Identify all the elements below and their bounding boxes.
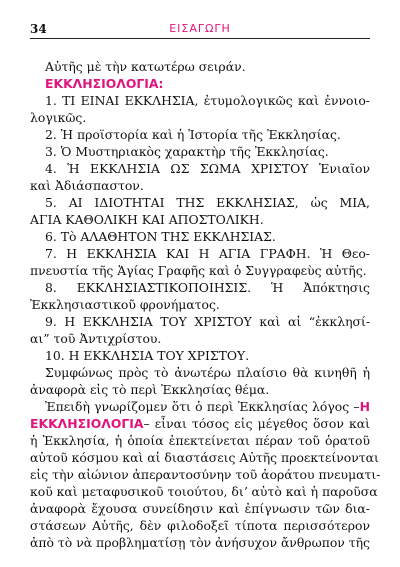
paragraph-line: ἡ Ἐκκλησία, ἡ ὁποία ἐπεκτείνεται πέραν τοῦ ὁρατοῦ — [30, 433, 370, 448]
list-item: 3. Ὁ Μυστηριακὸς χαρακτὴρ τῆς Ἐκκλησίας. — [45, 144, 329, 159]
section-heading: ΕΚΚΛΗΣΙΟΛΟΓΙΑ: — [45, 76, 164, 91]
list-item: 4. Ἡ ΕΚΚΛΗΣΙΑ ΩΣ ΣΩΜΑ ΧΡΙΣΤΟΥ Ἑνιαῖον — [45, 161, 370, 176]
header-rule — [30, 38, 370, 39]
text-line: αι” τοῦ Ἀντιχρίστου. — [30, 331, 162, 346]
paragraph-line: ἀναφορὰ ἔχουσα συνείδησιν καὶ ἐπίγνωσιν τῶν δια- — [30, 501, 370, 516]
paragraph-line — [30, 415, 370, 432]
paragraph-line: ἀναφορὰ εἰς τὸ περὶ Ἐκκλησίας θέμα. — [30, 382, 270, 397]
inline-red-text: ΕΚΚΛΗΣΙΟΛΟΓΙΑ — [30, 416, 144, 431]
list-item: 7. Η ΕΚΚΛΗΣΙΑ ΚΑΙ Η ΑΓΙΑ ΓΡΑΦΗ. Ἡ Θεο- — [45, 246, 370, 261]
paragraph-line: στάσεων Αὐτῆς, δὲν φιλοδοξεῖ τίποτα περισσότερον — [30, 518, 370, 533]
inline-text: – εἶναι τόσος εἰς μέγεθος ὅσον καὶ — [143, 416, 370, 431]
text-line: ΑΓΙΑ ΚΑΘΟΛΙΚΗ ΚΑΙ ΑΠΟΣΤΟΛΙΚΗ. — [30, 212, 264, 227]
text-line: πνευστία τῆς Ἁγίας Γραφῆς καὶ ὁ Συγγραφεὺς αὐτῆς. — [30, 263, 367, 278]
text-line: Ἐκκλησιαστικοῦ φρονήματος. — [30, 297, 220, 312]
list-item: 9. Η ΕΚΚΛΗΣΙΑ ΤΟΥ ΧΡΙΣΤΟΥ καὶ αἱ “ἐκκλησί- — [45, 314, 370, 329]
paragraph-line — [30, 398, 370, 415]
paragraph-line: εἰς τὴν αἰώνιον ἀπεραντοσύνην τοῦ ἀοράτου πνευματι- — [30, 467, 381, 482]
list-item: 1. ΤΙ ΕΙΝΑΙ ΕΚΚΛΗΣΙΑ, ἐτυμολογικῶς καὶ ἐννοιο- — [45, 93, 370, 108]
paragraph-line: Συμφώνως πρὸς τὸ ἀνωτέρω πλαίσιο θὰ κινηθῆ ἡ — [45, 365, 370, 380]
text-line: καὶ Ἀδιάσπαστον. — [30, 178, 144, 193]
running-head: ΕΙΣΑΓΩΓΗ — [169, 22, 231, 35]
list-item: 5. ΑΙ ΙΔΙΟΤΗΤΑΙ ΤΗΣ ΕΚΚΛΗΣΙΑΣ, ὡς ΜΙΑ, — [45, 195, 370, 210]
paragraph-line: αὐτοῦ κόσμου καὶ αἱ διαστάσεις Αὐτῆς προεκτείνονται — [30, 450, 379, 465]
paragraph-line: ἀπὸ τὸ νὰ προβληματίσῃ τὸν ἀνήσυχον ἄνθρωπον τῆς — [30, 535, 370, 550]
page-number: 34 — [30, 22, 47, 36]
inline-red-text: Η — [359, 399, 370, 414]
list-item: 6. Τὸ ΑΛΑΘΗΤΟΝ ΤΗΣ ΕΚΚΛΗΣΙΑΣ. — [45, 229, 276, 244]
inline-text: Ἐπειδὴ γνωρίζομεν ὅτι ὁ περὶ Ἐκκλησίας λόγος – — [45, 399, 360, 414]
list-item: 2. Ἡ προϊστορία καὶ ἡ Ἱστορία τῆς Ἐκκλησίας. — [45, 127, 341, 142]
list-item: 8. ΕΚΚΛΗΣΙΑΣΤΙΚΟΠΟΙΗΣΙΣ. Ἡ Ἀπόκτησις — [45, 280, 370, 295]
page-header — [30, 22, 370, 38]
body-text — [30, 58, 381, 551]
list-item: 10. Η ΕΚΚΛΗΣΙΑ ΤΟΥ ΧΡΙΣΤΟΥ. — [45, 348, 250, 363]
text-line: λογικῶς. — [30, 110, 87, 125]
text-line: Αὐτῆς μὲ τὴν κατωτέρω σειράν. — [45, 59, 246, 74]
paragraph-line: κοῦ καὶ μεταφυσικοῦ τοιούτου, διʼ αὐτὸ καὶ ἡ παροῦσα — [30, 484, 378, 499]
